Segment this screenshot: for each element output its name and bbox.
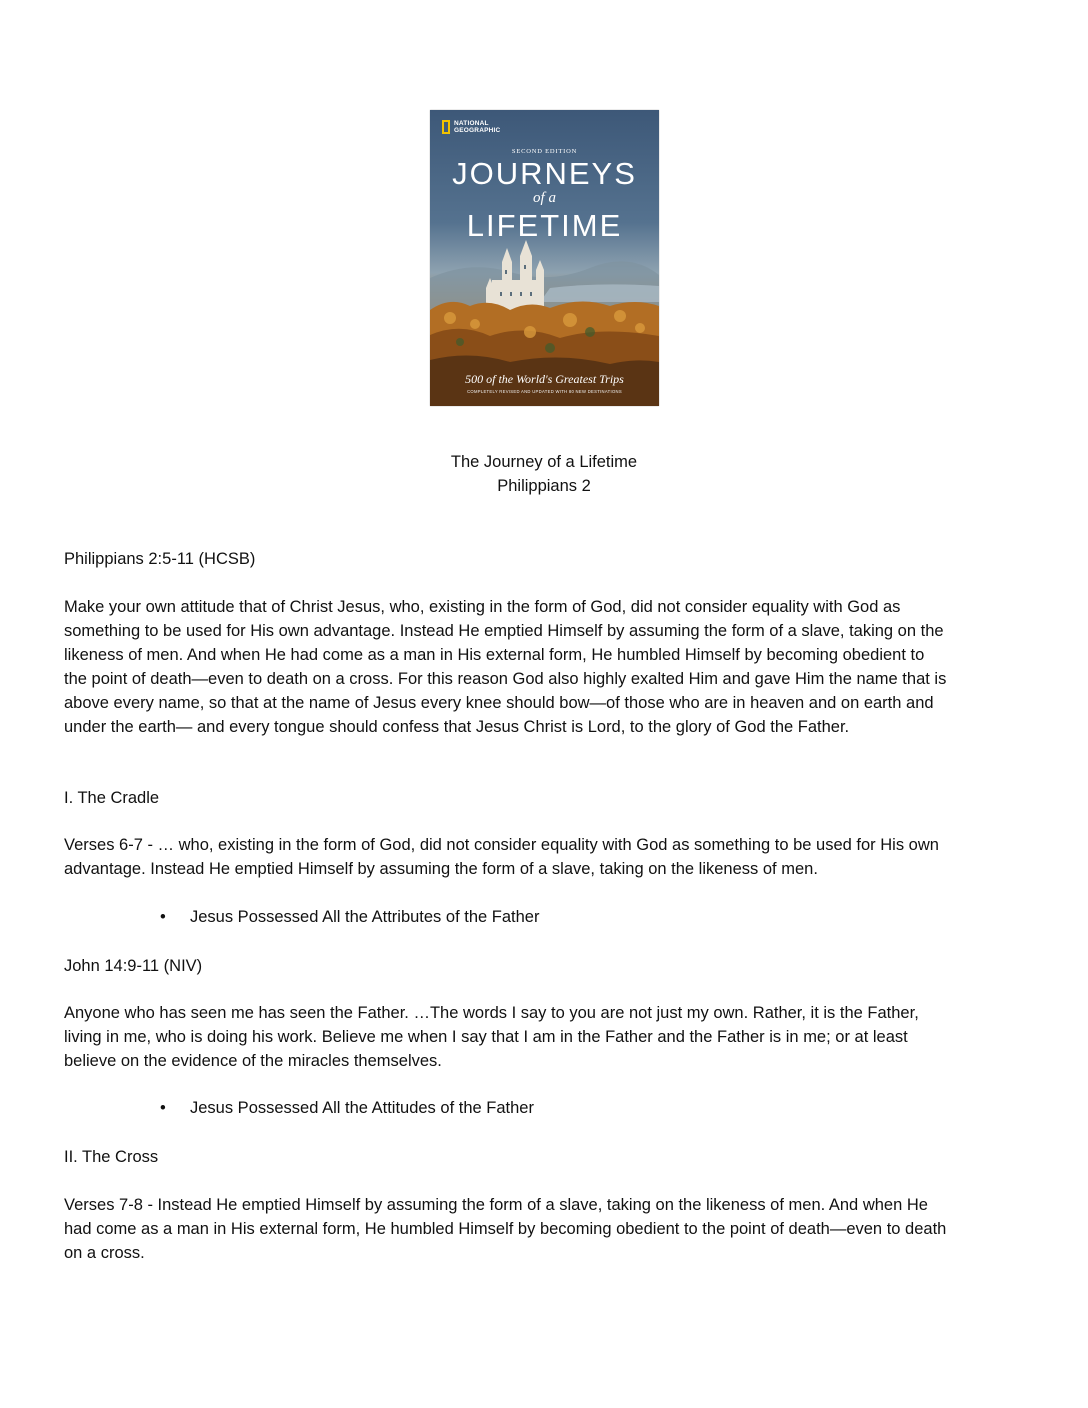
book-cover-image	[430, 110, 659, 406]
point-two-verse-line: Verses 7-8 - Instead He emptied Himself by assuming the form of a slave, taking on the likeness of men. And when He	[64, 1196, 928, 1214]
bullet-attitudes	[160, 1097, 534, 1121]
cover-publisher: NATIONAL GEOGRAPHIC	[454, 120, 501, 134]
main-scripture-line: something to be used for His own advantage. Instead He emptied Himself by assuming the form of a slave, taking on the	[64, 622, 944, 640]
point-two-verse-line: had come as a man in His external form, He humbled Himself by becoming obedient to the point of death—even to death	[64, 1220, 947, 1238]
point-one-heading: I. The Cradle	[64, 789, 160, 807]
bullet-text: Jesus Possessed All the Attributes of the Father	[190, 908, 540, 926]
main-scripture-line: above every name, so that at the name of Jesus every knee should bow—of those who are in heaven and on earth and	[64, 694, 934, 712]
bullet-text: Jesus Possessed All the Attitudes of the Father	[190, 1099, 534, 1117]
cover-subtitle: 500 of the World's Greatest Trips	[465, 372, 624, 386]
cover-tagline: COMPLETELY REVISED AND UPDATED WITH 80 NEW DESTINATIONS	[467, 389, 622, 394]
bullet-attributes	[160, 906, 539, 930]
national-geographic-logo-icon	[442, 120, 450, 134]
main-scripture-reference: Philippians 2:5-11 (HCSB)	[64, 550, 256, 568]
main-scripture-line: Make your own attitude that of Christ Jesus, who, existing in the form of God, did not consider equality with God as	[64, 598, 901, 616]
point-two-verse-line: on a cross.	[64, 1244, 145, 1262]
sermon-passage: Philippians 2	[497, 477, 591, 495]
cover-title-line3: LIFETIME	[466, 208, 623, 243]
point-one-verse-line: advantage. Instead He emptied Himself by assuming the form of a slave, taking on the likeness of men.	[64, 860, 818, 878]
cover-edition: SECOND EDITION	[511, 148, 578, 155]
bullet-icon: •	[160, 1099, 166, 1117]
john-scripture-line: believe on the evidence of the miracles themselves.	[64, 1052, 442, 1070]
john-scripture-line: living in me, who is doing his work. Believe me when I say that I am in the Father and the Father is in me; or at least	[64, 1028, 908, 1046]
main-scripture-line: the point of death—even to death on a cross. For this reason God also highly exalted Him and gave Him the name that is	[64, 670, 947, 688]
cover-title-line2: of a	[533, 190, 556, 206]
bullet-icon: •	[160, 908, 166, 926]
point-one-verse-line: Verses 6-7 - … who, existing in the form of God, did not consider equality with God as something to be used for His own	[64, 836, 939, 854]
sermon-title: The Journey of a Lifetime	[450, 453, 638, 471]
john-scripture-reference: John 14:9-11 (NIV)	[64, 957, 203, 975]
john-scripture-line: Anyone who has seen me has seen the Father. …The words I say to you are not just my own. Rather, it is the Father,	[64, 1004, 919, 1022]
cover-title-line1: JOURNEYS	[452, 156, 637, 191]
main-scripture-line: likeness of men. And when He had come as a man in His external form, He humbled Himself by becoming obedient to	[64, 646, 925, 664]
main-scripture-line: under the earth— and every tongue should confess that Jesus Christ is Lord, to the glory of God the Father.	[64, 718, 850, 736]
point-two-heading: II. The Cross	[64, 1148, 159, 1166]
